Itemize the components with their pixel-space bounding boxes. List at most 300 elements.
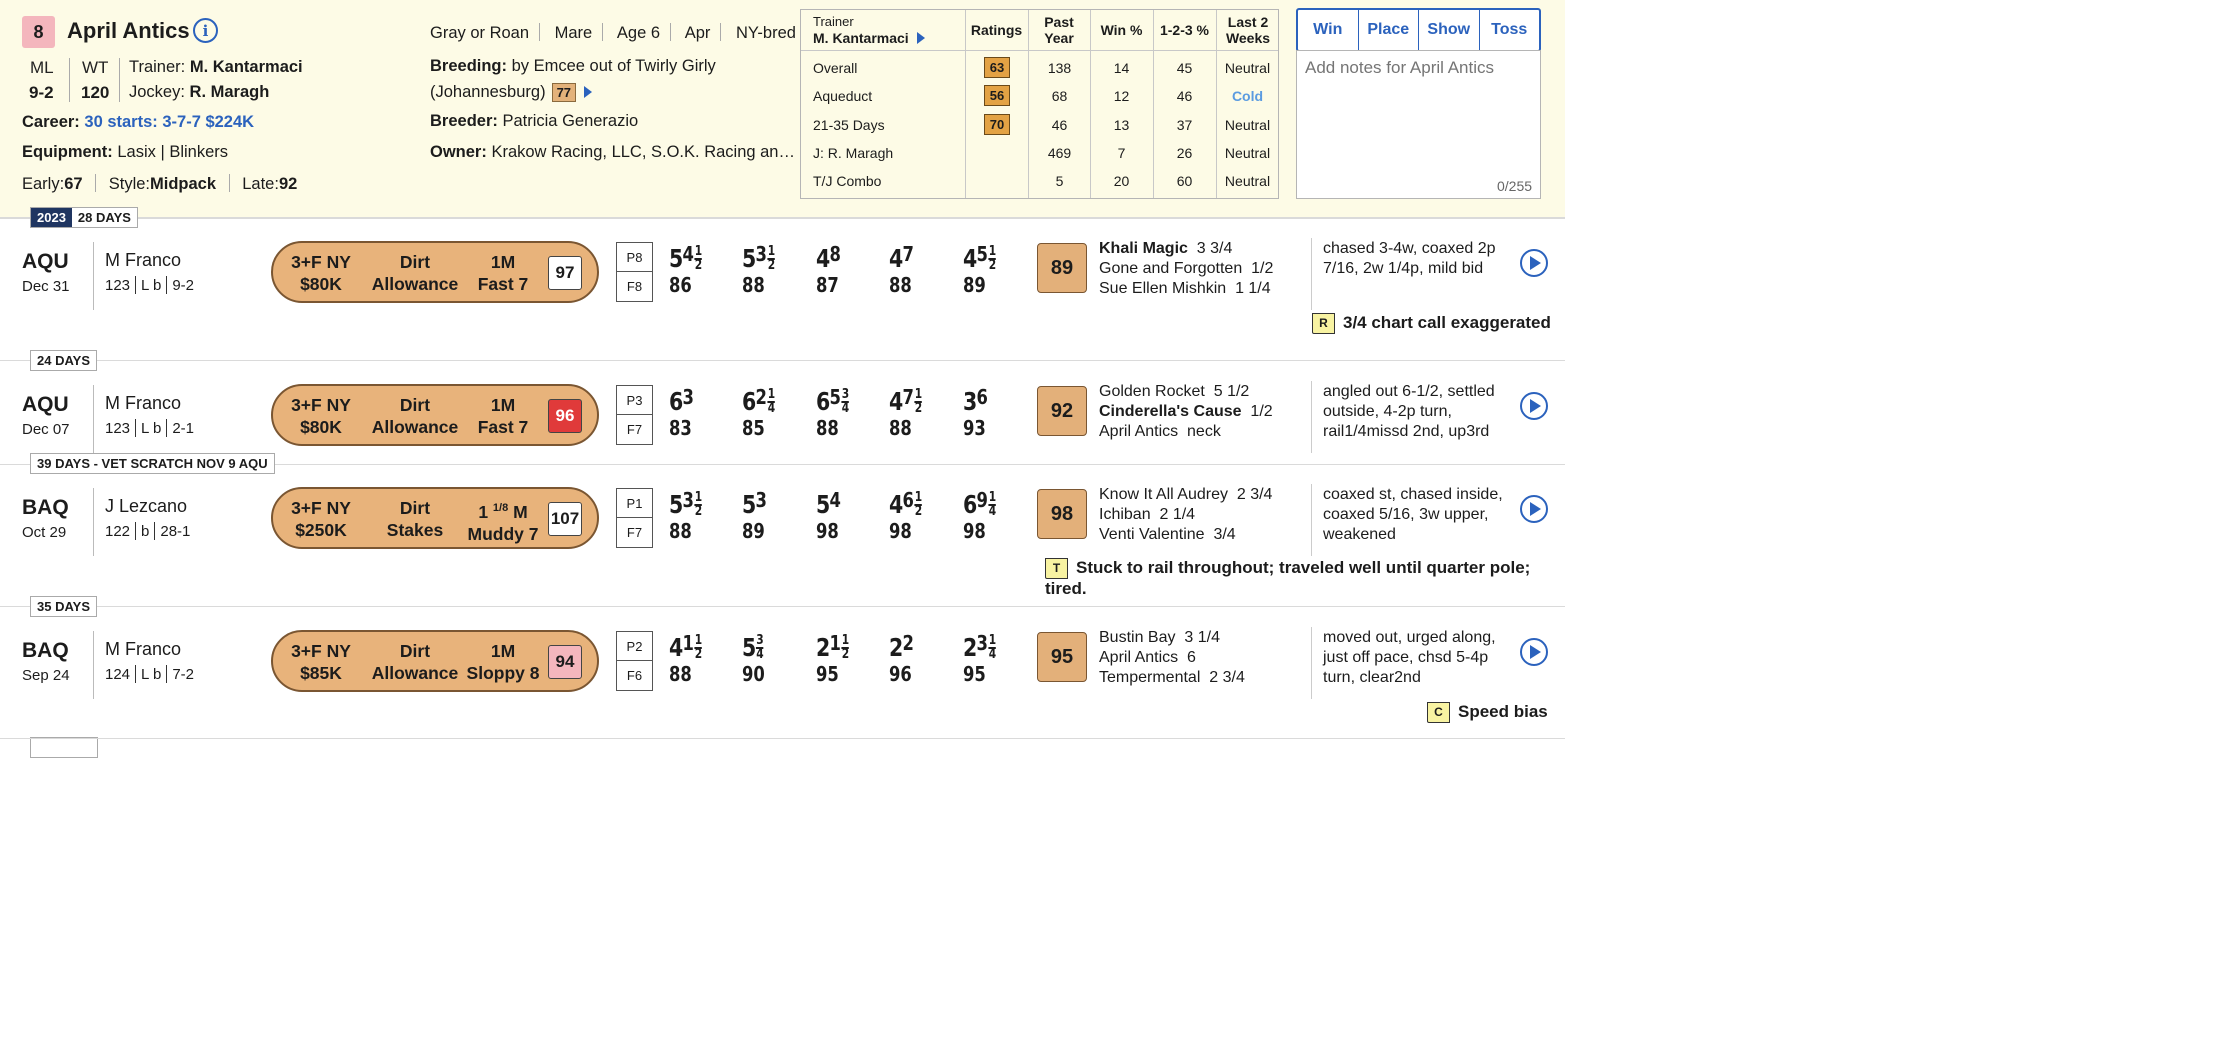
jockey-name: R. Maragh: [189, 83, 270, 101]
call-pos: 5: [669, 490, 683, 519]
owner-line: [430, 143, 795, 162]
finisher[interactable]: [1099, 402, 1273, 422]
note-badge: R: [1312, 313, 1335, 334]
call-position: [816, 385, 849, 440]
days-since-tag: [30, 453, 275, 474]
race-finish: F8: [626, 279, 643, 294]
call-margin: 3: [682, 385, 694, 409]
trainer-selector-arrow-icon[interactable]: [917, 32, 925, 44]
call-position: [669, 488, 702, 543]
call-pos: 5: [742, 633, 756, 662]
call-pos: 2: [816, 633, 830, 662]
track-condition: Sloppy 8: [466, 663, 540, 683]
age-attr: Age 6: [616, 24, 661, 42]
finisher-margin: 2 1/4: [1159, 506, 1196, 523]
call-position: [742, 488, 767, 543]
race-date: Sep 24: [22, 667, 70, 684]
replay-play-icon[interactable]: [1520, 495, 1548, 523]
call-pos: 4: [889, 387, 903, 416]
race-class: 3+F NY: [291, 252, 351, 272]
finisher-margin: 1/2: [1251, 260, 1274, 277]
race-divider: [0, 738, 1565, 739]
race-post: P8: [617, 243, 652, 272]
last-2-weeks-header: Last 2 Weeks: [1225, 14, 1271, 46]
race-odds: 9-2: [172, 277, 195, 294]
ml-label: ML: [30, 58, 54, 77]
call-speed: 85: [742, 416, 765, 440]
call-position: [669, 631, 702, 686]
late-value: 92: [278, 175, 298, 193]
margin-fraction: $\frac{1}{2}$: [841, 633, 850, 662]
divider: [93, 242, 94, 310]
stats-itm-pct: 60: [1176, 173, 1193, 190]
itm-pct-header: 1-2-3 %: [1159, 22, 1210, 38]
call-speed: 88: [816, 416, 839, 440]
beyer-figure: 89: [1037, 243, 1087, 293]
weight-meds-odds: [105, 522, 190, 540]
race-conditions-pill[interactable]: [271, 487, 599, 549]
call-pos: 5: [742, 244, 756, 273]
breeding-line: [430, 57, 716, 76]
call-pos: 5: [669, 244, 683, 273]
race-meds: b: [141, 523, 150, 540]
post-finish-box: [616, 385, 653, 445]
call-margin: 4: [682, 242, 694, 266]
breeding-damsire: (Johannesburg): [430, 83, 546, 101]
call-speed: 95: [816, 662, 839, 686]
post-position-badge: 8: [22, 16, 55, 48]
stats-row-label: T/J Combo: [813, 173, 882, 190]
trainer-col-header: Trainer: [813, 14, 854, 29]
margin-fraction: $\frac{1}{2}$: [694, 633, 703, 662]
finisher-margin: 6: [1187, 649, 1196, 666]
note-badge: T: [1045, 558, 1068, 579]
morning-line-odds: 9-2: [29, 83, 54, 102]
top-finishers: [1099, 239, 1273, 299]
call-position: [963, 242, 996, 297]
bet-buttons: [1296, 8, 1541, 52]
show-button[interactable]: Show: [1418, 10, 1479, 50]
finisher[interactable]: [1099, 279, 1273, 299]
call-position: [669, 385, 694, 440]
call-speed: 93: [963, 416, 986, 440]
track-code: AQU: [22, 393, 69, 416]
win-button[interactable]: Win: [1313, 21, 1343, 38]
finisher-margin: 2 3/4: [1236, 486, 1273, 503]
finisher[interactable]: [1099, 505, 1272, 525]
race-surface: Dirt: [399, 498, 431, 518]
finisher-name: Venti Valentine: [1099, 526, 1205, 543]
finisher-margin: 2 3/4: [1209, 669, 1245, 686]
margin-fraction: $\frac{3}{4}$: [756, 633, 764, 662]
stats-last-2-weeks: Neutral: [1224, 60, 1271, 76]
note-text: Stuck to rail throughout; traveled well until quarter pole; tired.: [1045, 558, 1531, 598]
jockey-line: [129, 83, 269, 102]
finisher-name: April Antics: [1099, 649, 1179, 666]
race-class: 3+F NY: [291, 498, 351, 518]
trainer-selector-name: M. Kantarmaci: [813, 30, 909, 46]
top-finishers: [1099, 382, 1273, 442]
race-distance: 1M: [490, 641, 516, 661]
call-speed: 89: [963, 273, 986, 297]
ratings-header: Ratings: [970, 22, 1023, 38]
race-conditions-pill[interactable]: [271, 384, 599, 446]
race-divider: [0, 218, 1565, 219]
career-link[interactable]: 30 starts: 3-7-7 $224K: [84, 113, 255, 131]
days-since-text: 28 DAYS: [77, 210, 131, 225]
beyer-figure: 98: [1037, 489, 1087, 539]
race-note[interactable]: [1045, 558, 1565, 599]
early-label: Early:: [22, 175, 65, 193]
race-distance: 1 $^{1/8}$ M: [478, 501, 528, 522]
call-pos: 4: [816, 244, 830, 273]
past-year-header: Past Year: [1044, 14, 1074, 46]
stats-row-label: Aqueduct: [813, 88, 873, 105]
race-jockey: M Franco: [105, 250, 182, 270]
equipment-line: [22, 143, 228, 162]
days-since-text: 24 DAYS: [37, 353, 90, 368]
call-position: [889, 242, 914, 297]
call-pos: 2: [889, 633, 903, 662]
race-weight: 123: [105, 277, 131, 294]
stats-itm-pct: 37: [1176, 116, 1193, 133]
race-finish: F7: [626, 525, 643, 540]
stats-last-2-weeks: Neutral: [1224, 144, 1271, 161]
call-margin: 6: [976, 385, 988, 409]
divider: [93, 385, 94, 453]
call-position: [816, 242, 841, 297]
call-position: [742, 631, 765, 686]
call-margin: 2: [755, 385, 767, 409]
call-position: [889, 385, 922, 440]
call-margin: 3: [682, 488, 694, 512]
finisher[interactable]: [1099, 382, 1273, 402]
call-pos: 4: [669, 633, 683, 662]
race-post: P1: [617, 489, 652, 518]
career-line: [22, 113, 254, 132]
finisher-margin: 3 1/4: [1184, 629, 1220, 646]
breeder-value: Patricia Generazio: [502, 112, 639, 130]
stats-win-pct: 14: [1113, 60, 1130, 76]
divider: [93, 488, 94, 556]
owner-value: Krakow Racing, LLC, S.O.K. Racing an…: [491, 143, 795, 161]
race-date: Dec 07: [22, 421, 70, 438]
call-pos: 6: [816, 387, 830, 416]
note-text: 3/4 chart call exaggerated: [1343, 313, 1551, 332]
call-position: [816, 631, 849, 686]
replay-play-icon[interactable]: [1520, 249, 1548, 277]
call-speed: 83: [669, 416, 692, 440]
margin-fraction: $\frac{1}{4}$: [988, 490, 997, 519]
horse-header: [0, 0, 1565, 218]
finisher[interactable]: [1099, 239, 1273, 259]
post-finish-box: [616, 488, 653, 548]
trainer-selector[interactable]: [813, 30, 925, 46]
weight-meds-odds: [105, 419, 194, 437]
stats-past-year: 469: [1047, 144, 1072, 161]
finisher-margin: 3/4: [1213, 526, 1236, 543]
divider: [119, 58, 120, 102]
call-margin: 2: [902, 631, 914, 655]
stats-itm-pct: 26: [1176, 144, 1193, 161]
race-odds: 7-2: [172, 666, 195, 683]
call-pos: 5: [742, 490, 756, 519]
breeding-label: Breeding:: [430, 57, 508, 75]
style-value: Midpack: [150, 175, 217, 193]
finisher[interactable]: [1099, 648, 1245, 668]
race-jockey: M Franco: [105, 393, 182, 413]
stats-rating-badge: 56: [984, 85, 1010, 106]
stats-row: [801, 111, 1278, 139]
call-margin: 1: [682, 631, 694, 655]
stats-win-pct: 20: [1113, 173, 1130, 190]
replay-play-icon[interactable]: [1520, 638, 1548, 666]
pace-line: [22, 174, 297, 194]
breeding-line-2: [430, 83, 592, 102]
race-purse: $85K: [300, 663, 342, 683]
call-speed: 96: [889, 662, 912, 686]
days-since-text: 39 DAYS - VET SCRATCH NOV 9 AQU: [37, 456, 268, 471]
note-badge: C: [1427, 702, 1450, 723]
race-type: Allowance: [371, 663, 459, 683]
post-finish-box: [616, 631, 653, 691]
race-row: [0, 629, 1565, 779]
call-speed: 88: [669, 662, 692, 686]
finisher[interactable]: [1099, 259, 1273, 279]
trainer-name: M. Kantarmaci: [189, 58, 303, 76]
call-speed: 98: [889, 519, 912, 543]
trip-comment: coaxed st, chased inside, coaxed 5/16, 3w upper, weakened: [1323, 486, 1503, 543]
race-date: Dec 31: [22, 278, 70, 295]
race-odds: 2-1: [172, 420, 195, 437]
days-since-tag: [30, 350, 97, 371]
call-speed: 89: [742, 519, 765, 543]
divider: [93, 631, 94, 699]
early-value: 67: [64, 175, 83, 193]
call-speed: 88: [669, 519, 692, 543]
finisher-name: Sue Ellen Mishkin: [1099, 280, 1227, 297]
trainer-line: [129, 58, 303, 77]
call-position: [889, 488, 922, 543]
race-post: P3: [617, 386, 652, 415]
breeding-value: by Emcee out of Twirly Girly: [511, 57, 716, 75]
race-weight: 122: [105, 523, 131, 540]
call-margin: 8: [829, 242, 841, 266]
finisher-name: Tempermental: [1099, 669, 1201, 686]
career-label: Career:: [22, 113, 80, 131]
info-icon[interactable]: i: [193, 18, 218, 43]
call-speed: 87: [816, 273, 839, 297]
call-pos: 6: [963, 490, 977, 519]
call-speed: 90: [742, 662, 765, 686]
call-speed: 88: [742, 273, 765, 297]
call-pos: 4: [963, 244, 977, 273]
call-margin: 9: [976, 488, 988, 512]
expand-arrow-icon[interactable]: [584, 86, 592, 98]
stats-itm-pct: 46: [1176, 88, 1193, 105]
race-distance: 1M: [490, 252, 516, 272]
call-margin: 7: [902, 385, 914, 409]
finisher-margin: 5 1/2: [1213, 383, 1250, 400]
margin-fraction: $\frac{1}{2}$: [914, 490, 923, 519]
race-surface: Dirt: [399, 641, 431, 661]
stats-row: [801, 167, 1278, 195]
horse-name[interactable]: April Antics: [67, 18, 190, 43]
race-post: P2: [617, 632, 652, 661]
race-finish: F7: [626, 422, 643, 437]
race-odds: 28-1: [160, 523, 191, 540]
race-conditions-pill[interactable]: [271, 630, 599, 692]
weight-value: 120: [81, 83, 110, 102]
call-margin: 3: [976, 631, 988, 655]
margin-fraction: $\frac{1}{2}$: [988, 244, 997, 273]
trainer-stats-table: [800, 9, 1279, 199]
call-pos: 4: [889, 490, 903, 519]
margin-fraction: $\frac{1}{2}$: [767, 244, 776, 273]
replay-play-icon[interactable]: [1520, 392, 1548, 420]
track-code: BAQ: [22, 639, 69, 662]
call-margin: 5: [829, 385, 841, 409]
notes-char-counter: 0/255: [1497, 178, 1533, 194]
call-position: [963, 385, 988, 440]
track-condition: Muddy 7: [467, 523, 539, 544]
race-date: Oct 29: [22, 524, 67, 541]
call-speed: 98: [816, 519, 839, 543]
race-finish: F6: [626, 668, 643, 683]
race-note[interactable]: [1312, 313, 1551, 334]
race-meds: L b: [141, 420, 162, 437]
breeding-rating: 77: [552, 83, 576, 102]
wt-label: WT: [82, 58, 109, 77]
race-type: Allowance: [371, 417, 459, 437]
finisher-name: Know It All Audrey: [1099, 486, 1228, 503]
call-position: [816, 488, 841, 543]
trip-comment: chased 3-4w, coaxed 2p 7/16, 2w 1/4p, mild bid: [1323, 240, 1496, 277]
stats-last-2-weeks: Cold: [1231, 88, 1264, 105]
race-conditions-pill[interactable]: [271, 241, 599, 303]
track-condition: Fast 7: [477, 274, 529, 294]
days-since-tag: [30, 737, 98, 758]
race-divider: [0, 606, 1565, 607]
call-pos: 3: [963, 387, 977, 416]
race-meds: L b: [141, 277, 162, 294]
call-margin: 4: [829, 488, 841, 512]
foal-month-attr: Apr: [684, 24, 711, 42]
call-speed: 98: [963, 519, 986, 543]
beyer-figure: 95: [1037, 632, 1087, 682]
finisher[interactable]: [1099, 668, 1245, 688]
finisher-name: Ichiban: [1099, 506, 1151, 523]
margin-fraction: $\frac{3}{4}$: [841, 387, 850, 416]
divider: [1311, 238, 1312, 310]
stats-win-pct: 7: [1117, 144, 1126, 161]
race-note[interactable]: [1427, 702, 1548, 723]
divider: [1311, 484, 1312, 556]
finisher-name: April Antics: [1099, 423, 1179, 440]
race-jockey: M Franco: [105, 639, 182, 659]
color-attr: Gray or Roan: [430, 24, 530, 42]
owner-label: Owner:: [430, 143, 487, 161]
stats-last-2-weeks: Neutral: [1224, 116, 1271, 133]
post-finish-box: [616, 242, 653, 302]
finisher-margin: 1 1/4: [1235, 280, 1271, 297]
race-speed-figure: 94: [548, 645, 582, 679]
call-pos: 6: [669, 387, 683, 416]
late-label: Late:: [242, 175, 279, 193]
race-speed-figure: 97: [548, 256, 582, 290]
call-margin: 7: [902, 242, 914, 266]
stats-last-2-weeks: Neutral: [1224, 173, 1271, 190]
race-purse: $80K: [300, 417, 342, 437]
track-condition: Fast 7: [477, 417, 529, 437]
call-speed: 88: [889, 416, 912, 440]
beyer-figure: 92: [1037, 386, 1087, 436]
finisher[interactable]: [1099, 525, 1272, 545]
finisher[interactable]: [1099, 422, 1273, 442]
finisher-margin: 3 3/4: [1196, 240, 1233, 257]
race-class: 3+F NY: [291, 641, 351, 661]
call-position: [889, 631, 914, 686]
finisher-margin: neck: [1187, 423, 1221, 440]
race-divider: [0, 360, 1565, 361]
call-margin: 3: [755, 242, 767, 266]
call-position: [742, 242, 775, 297]
finisher-margin: 1/2: [1250, 403, 1273, 420]
race-speed-figure: 107: [548, 502, 582, 536]
call-position: [963, 488, 996, 543]
breeder-label: Breeder:: [430, 112, 498, 130]
call-pos: 5: [816, 490, 830, 519]
race-surface: Dirt: [399, 252, 431, 272]
sex-attr: Mare: [554, 24, 593, 42]
finisher[interactable]: [1099, 485, 1272, 505]
equipment-value: Lasix | Blinkers: [117, 143, 229, 161]
race-type: Stakes: [386, 520, 444, 540]
stats-past-year: 138: [1047, 60, 1072, 76]
stats-itm-pct: 45: [1176, 60, 1193, 76]
margin-fraction: $\frac{1}{2}$: [914, 387, 923, 416]
call-pos: 2: [963, 633, 977, 662]
state-bred-attr: NY-bred: [736, 24, 796, 42]
race-purse: $250K: [295, 520, 347, 540]
margin-fraction: $\frac{1}{4}$: [988, 633, 997, 662]
stats-row: [801, 139, 1278, 167]
notes-field[interactable]: [1296, 50, 1541, 199]
finisher[interactable]: [1099, 628, 1245, 648]
toss-button[interactable]: Toss: [1479, 10, 1540, 50]
race-purse: $80K: [300, 274, 342, 294]
call-margin: 1: [829, 631, 841, 655]
track-code: AQU: [22, 250, 69, 273]
track-code: BAQ: [22, 496, 69, 519]
divider: [69, 58, 70, 102]
stats-rating-badge: 70: [984, 114, 1010, 135]
days-since-tag: [30, 207, 138, 228]
call-pos: 4: [889, 244, 903, 273]
place-button[interactable]: Place: [1358, 10, 1419, 50]
equipment-label: Equipment:: [22, 143, 113, 161]
stats-past-year: 5: [1055, 173, 1064, 190]
top-finishers: [1099, 485, 1272, 545]
margin-fraction: $\frac{1}{4}$: [767, 387, 776, 416]
call-margin: 5: [976, 242, 988, 266]
weight-meds-odds: [105, 276, 194, 294]
top-finishers: [1099, 628, 1245, 688]
call-speed: 88: [889, 273, 912, 297]
race-class: 3+F NY: [291, 395, 351, 415]
stats-rating-badge: 63: [984, 57, 1010, 78]
call-margin: 3: [755, 488, 767, 512]
